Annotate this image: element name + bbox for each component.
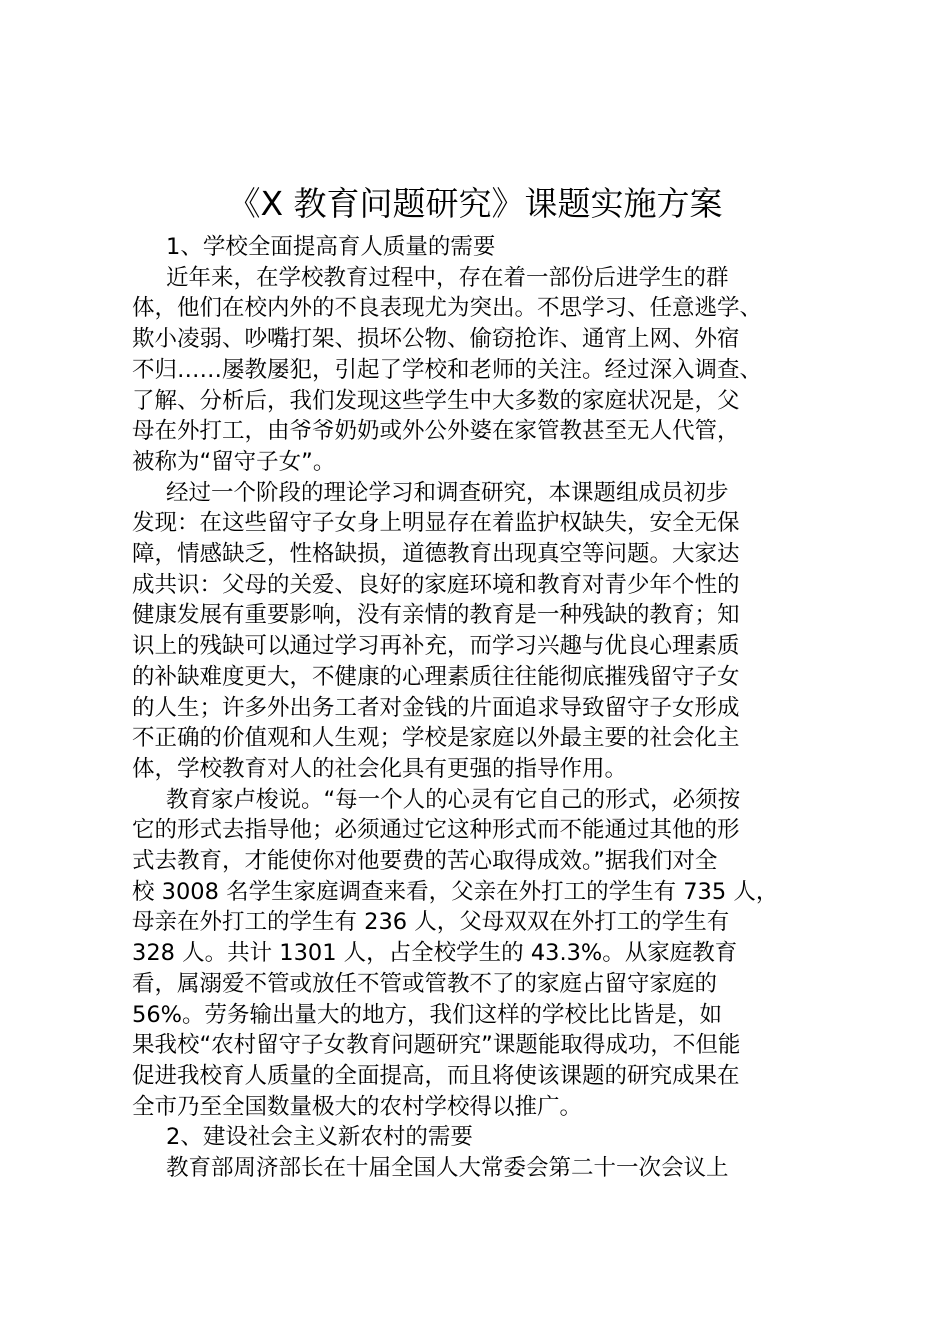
text-line: 健康发展有重要影响，没有亲情的教育是一种残缺的教育；知 bbox=[132, 602, 740, 629]
text-line: 1、学校全面提高育人质量的需要 bbox=[166, 234, 496, 260]
text-line: 它的形式去指导他；必须通过它这种形式而不能通过其他的形 bbox=[132, 817, 740, 844]
section-heading-2 bbox=[132, 1122, 832, 1153]
text-line: 经过一个阶段的理论学习和调查研究，本课题组成员初步 bbox=[166, 479, 729, 506]
paragraph-2 bbox=[132, 478, 832, 785]
document-title: 《X 教育问题研究》课题实施方案 bbox=[227, 184, 723, 223]
text-line: 的人生；许多外出务工者对金钱的片面追求导致留守子女形成 bbox=[132, 694, 740, 721]
text-line: 发现：在这些留守子女身上明显存在着监护权缺失，安全无保 bbox=[132, 510, 740, 537]
text-line: 了解、分析后，我们发现这些学生中大多数的家庭状况是，父 bbox=[132, 387, 740, 414]
text-line: 全市乃至全国数量极大的农村学校得以推广。 bbox=[132, 1093, 583, 1120]
text-line: 校 3008 名学生家庭调查来看，父亲在外打工的学生有 735 人， bbox=[132, 878, 779, 905]
text-line: 2、建设社会主义新农村的需要 bbox=[166, 1124, 473, 1151]
paragraph-3 bbox=[132, 785, 832, 1123]
text-line: 果我校“农村留守子女教育问题研究”课题能取得成功，不但能 bbox=[132, 1032, 741, 1059]
text-line: 母在外打工，由爷爷奶奶或外公外婆在家管教甚至无人代管， bbox=[132, 418, 740, 445]
paragraph-4 bbox=[132, 1153, 832, 1184]
section-heading-1 bbox=[132, 232, 832, 263]
text-line: 看，属溺爱不管或放任不管或管教不了的家庭占留守家庭的 bbox=[132, 970, 718, 997]
text-line: 成共识：父母的关爱、良好的家庭环境和教育对青少年个性的 bbox=[132, 571, 740, 598]
text-line: 被称为“留守子女”。 bbox=[132, 448, 336, 475]
paragraph-1 bbox=[132, 263, 832, 478]
text-line: 欺小凌弱、吵嘴打架、损坏公物、偷窃抢诈、通宵上网、外宿 bbox=[132, 326, 740, 353]
text-line: 体，学校教育对人的社会化具有更强的指导作用。 bbox=[132, 755, 628, 782]
text-line: 328 人。共计 1301 人，占全校学生的 43.3%。从家庭教育 bbox=[132, 940, 738, 967]
text-line: 识上的残缺可以通过学习再补充，而学习兴趣与优良心理素质 bbox=[132, 633, 740, 660]
text-line: 不归……屡教屡犯，引起了学校和老师的关注。经过深入调查、 bbox=[132, 356, 763, 383]
text-line: 体，他们在校内外的不良表现尤为突出。不思学习、任意逃学、 bbox=[132, 295, 763, 322]
text-line: 式去教育，才能使你对他要费的苦心取得成效。”据我们对全 bbox=[132, 848, 718, 875]
text-line: 促进我校育人质量的全面提高，而且将使该课题的研究成果在 bbox=[132, 1062, 740, 1089]
document-body bbox=[132, 232, 832, 1184]
text-line: 的补缺难度更大，不健康的心理素质往往能彻底摧残留守子女 bbox=[132, 663, 740, 690]
text-line: 教育部周济部长在十届全国人大常委会第二十一次会议上 bbox=[166, 1155, 729, 1182]
text-line: 母亲在外打工的学生有 236 人，父母双双在外打工的学生有 bbox=[132, 909, 730, 936]
text-line: 障，情感缺乏，性格缺损，道德教育出现真空等问题。大家达 bbox=[132, 541, 740, 568]
text-line: 56%。劳务输出量大的地方，我们这样的学校比比皆是，如 bbox=[132, 1001, 723, 1028]
text-line: 近年来，在学校教育过程中，存在着一部份后进学生的群 bbox=[166, 264, 729, 291]
text-line: 不正确的价值观和人生观；学校是家庭以外最主要的社会化主 bbox=[132, 725, 740, 752]
text-line: 教育家卢梭说。“每一个人的心灵有它自己的形式，必须按 bbox=[166, 786, 741, 813]
